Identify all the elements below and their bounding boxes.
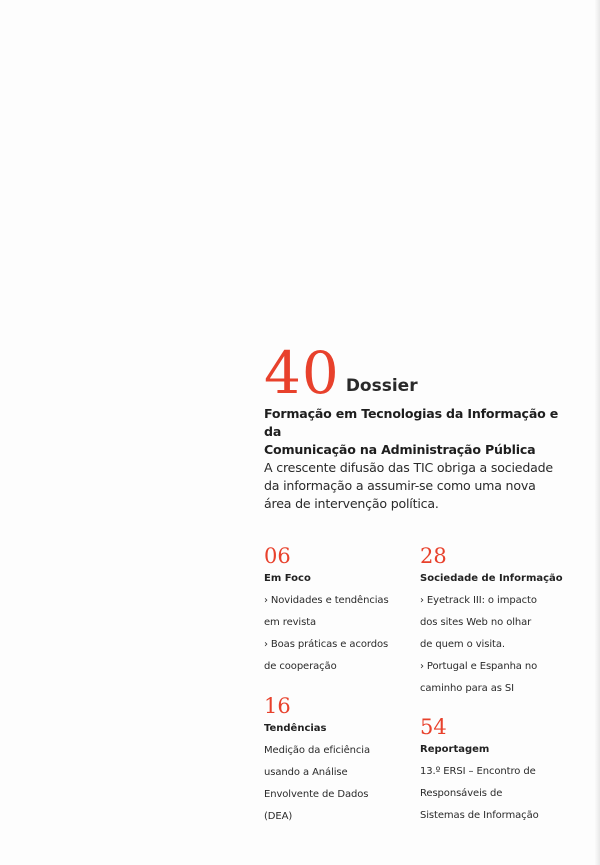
section-body-line: Medição da eficiência [264, 745, 371, 756]
list-item-line: Boas práticas e acordos [270, 639, 389, 650]
page-edge-shadow [594, 0, 600, 865]
dossier-title [264, 405, 564, 459]
bullet-arrow-icon: › [264, 595, 268, 606]
section-reportagem [420, 714, 590, 827]
section-body-line: Sistemas de Informação [420, 810, 539, 821]
dossier-title-line: Formação em Tecnologias da Informação e da [264, 406, 559, 439]
list-item [264, 634, 434, 678]
section-title: Reportagem [420, 744, 490, 755]
section-body-line: (DEA) [264, 811, 293, 822]
dossier-header [264, 339, 564, 407]
section-sociedade-informacao [420, 543, 590, 700]
section-title: Tendências [264, 723, 327, 734]
section-title: Sociedade de Informação [420, 573, 563, 584]
list-item-line: em revista [264, 617, 317, 628]
list-item-line: Portugal e Espanha no [426, 661, 538, 672]
section-body-line: Responsáveis de [420, 788, 503, 799]
section-body [264, 740, 434, 828]
list-item [264, 590, 434, 634]
bullet-arrow-icon: › [420, 595, 424, 606]
section-page-number: 54 [420, 715, 447, 739]
list-item [420, 656, 590, 700]
bullet-arrow-icon: › [420, 661, 424, 672]
section-page-number: 06 [264, 544, 291, 568]
bullet-arrow-icon: › [264, 639, 268, 650]
section-page-number: 28 [420, 544, 447, 568]
list-item [420, 590, 590, 656]
section-body-line: Envolvente de Dados [264, 789, 369, 800]
section-title: Em Foco [264, 573, 311, 584]
dossier-desc-line: da informação a assumir-se como uma nova [264, 478, 536, 493]
dossier-desc-line: área de intervenção política. [264, 496, 439, 511]
dossier-block [264, 340, 564, 513]
section-body [420, 761, 590, 827]
dossier-title-line: Comunicação na Administração Pública [264, 442, 536, 457]
list-item-line: dos sites Web no olhar [420, 617, 532, 628]
list-item-line: Eyetrack III: o impacto [426, 595, 537, 606]
section-tendencias [264, 693, 434, 828]
dossier-description [264, 459, 564, 513]
dossier-desc-line: A crescente difusão das TIC obriga a sociedade [264, 460, 553, 475]
list-item-line: Novidades e tendências [270, 595, 389, 606]
section-body-line: usando a Análise [264, 767, 348, 778]
section-page-number: 16 [264, 694, 291, 718]
section-em-foco [264, 543, 434, 678]
list-item-line: caminho para as SI [420, 683, 515, 694]
dossier-label: Dossier [345, 376, 418, 396]
dossier-page-number: 40 [264, 339, 340, 407]
list-item-line: de cooperação [264, 661, 337, 672]
section-body-line: 13.º ERSI – Encontro de [420, 766, 536, 777]
list-item-line: de quem o visita. [420, 639, 505, 650]
